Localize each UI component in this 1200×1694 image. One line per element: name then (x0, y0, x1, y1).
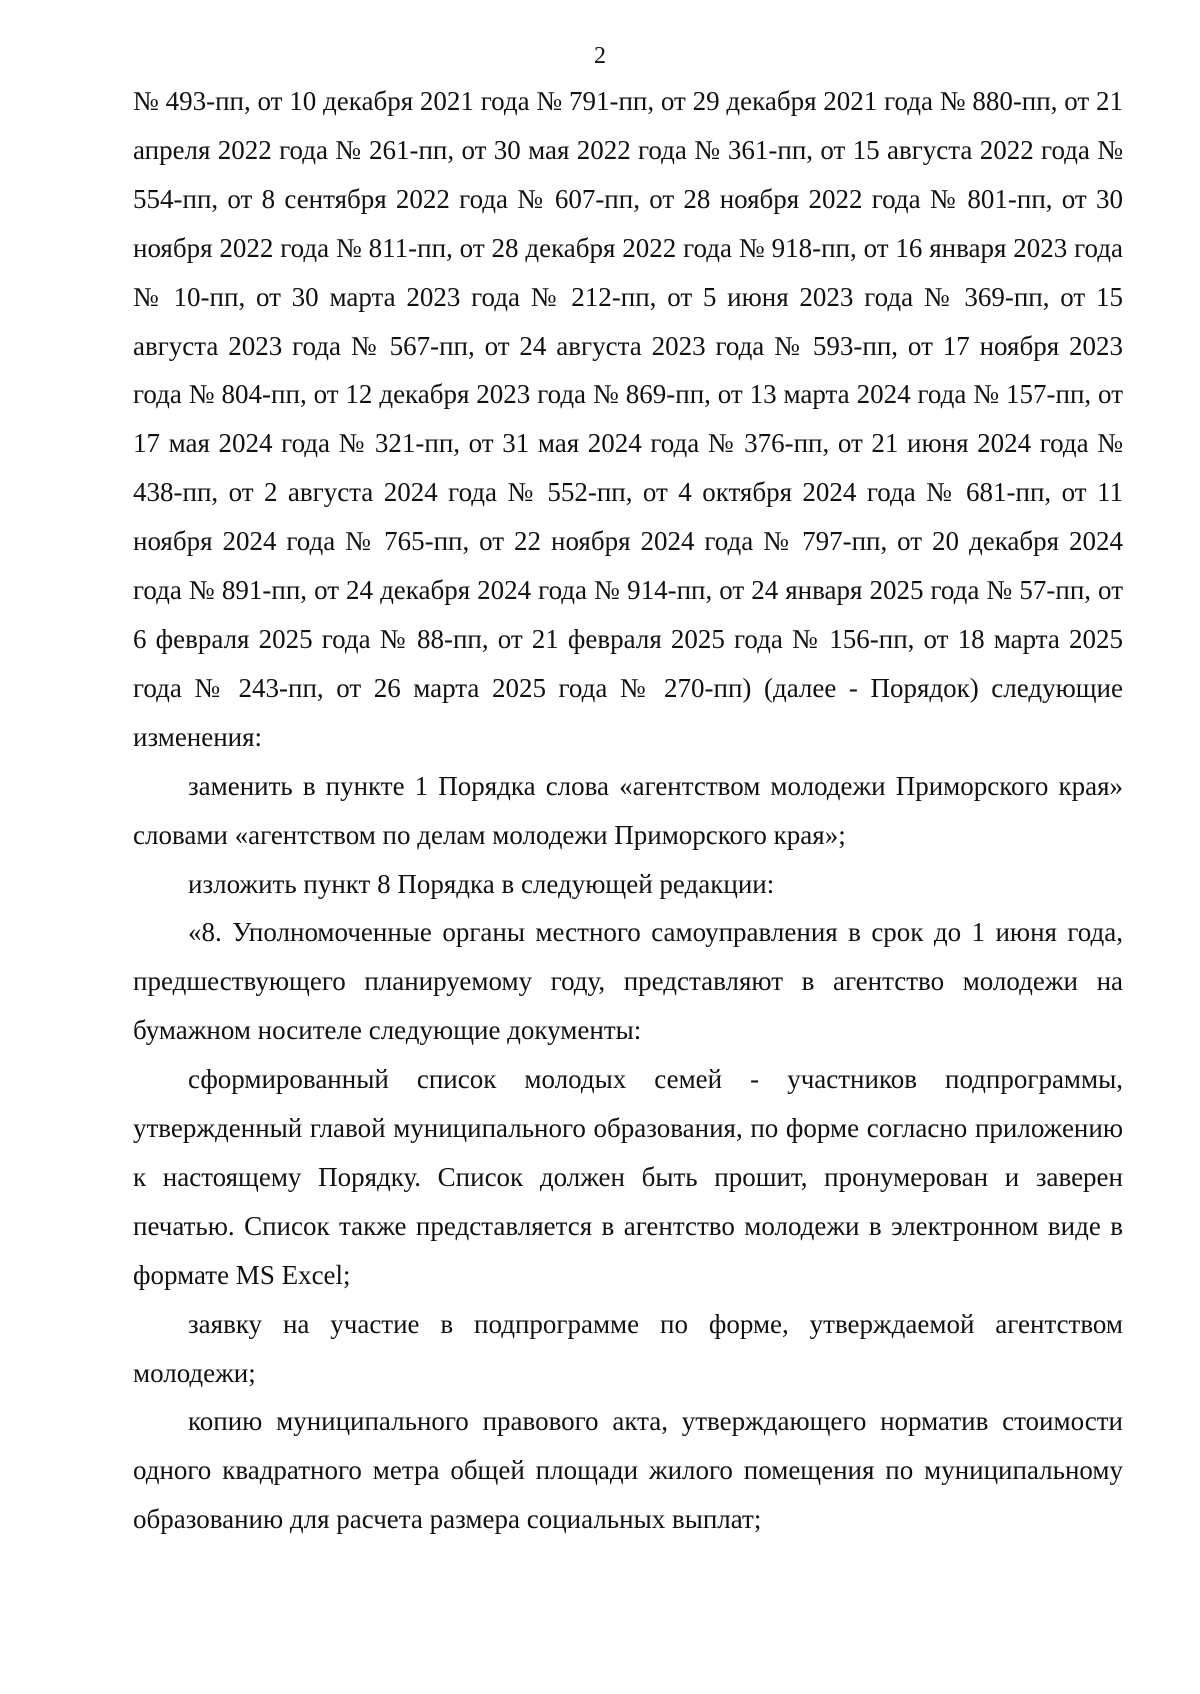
document-body (133, 77, 1123, 1544)
municipal-act-paragraph: копию муниципального правового акта, утверждающего норматив стоимости одного квадратного метра общей площади жилого помещения по муниципальному образованию для расчета размера социальных выплат; (133, 1406, 1123, 1535)
family-list-paragraph: сформированный список молодых семей - участников подпрограммы, утвержденный главой муниципального образования, по форме согласно приложению к настоящему Порядку. Список должен быть прошит, пронумерован и заверен печатью. Список также представляется в агентство молодежи в электронном виде в формате MS Excel; (133, 1064, 1123, 1290)
clause-8-paragraph: «8. Уполномоченные органы местного самоуправления в срок до 1 июня года, предшествующего планируемому году, представляют в агентство молодежи на бумажном носителе следующие документы: (133, 917, 1123, 1046)
page-number: 2 (594, 43, 606, 69)
amendment-list-paragraph: № 493-пп, от 10 декабря 2021 года № 791-пп, от 29 декабря 2021 года № 880-пп, от 21 апреля 2022 года № 261-пп, от 30 мая 2022 года № 361-пп, от 15 августа 2022 года № 554-пп, от 8 сентября 2022 года № 607-пп, от 28 ноября 2022 года № 801-пп, от 30 ноября 2022 года № 811-пп, от 28 декабря 2022 года № 918-пп, от 16 января 2023 года № 10-пп, от 30 марта 2023 года № 212-пп, от 5 июня 2023 года № 369-пп, от 15 августа 2023 года № 567-пп, от 24 августа 2023 года № 593-пп, от 17 ноября 2023 года № 804-пп, от 12 декабря 2023 года № 869-пп, от 13 марта 2024 года № 157-пп, от 17 мая 2024 года № 321-пп, от 31 мая 2024 года № 376-пп, от 21 июня 2024 года № 438-пп, от 2 августа 2024 года № 552-пп, от 4 октября 2024 года № 681-пп, от 11 ноября 2024 года № 765-пп, от 22 ноября 2024 года № 797-пп, от 20 декабря 2024 года № 891-пп, от 24 декабря 2024 года № 914-пп, от 24 января 2025 года № 57-пп, от 6 февраля 2025 года № 88-пп, от 21 февраля 2025 года № 156-пп, от 18 марта 2025 года № 243-пп, от 26 марта 2025 года № 270-пп) (далее - Порядок) следующие изменения: (133, 86, 1123, 752)
restate-clause-paragraph: изложить пункт 8 Порядка в следующей редакции: (188, 868, 775, 899)
replace-words-paragraph: заменить в пункте 1 Порядка слова «агентством молодежи Приморского края» словами «агентством по делам молодежи Приморского края»; (133, 770, 1123, 850)
application-paragraph: заявку на участие в подпрограмме по форме, утверждаемой агентством молодежи; (133, 1308, 1123, 1388)
